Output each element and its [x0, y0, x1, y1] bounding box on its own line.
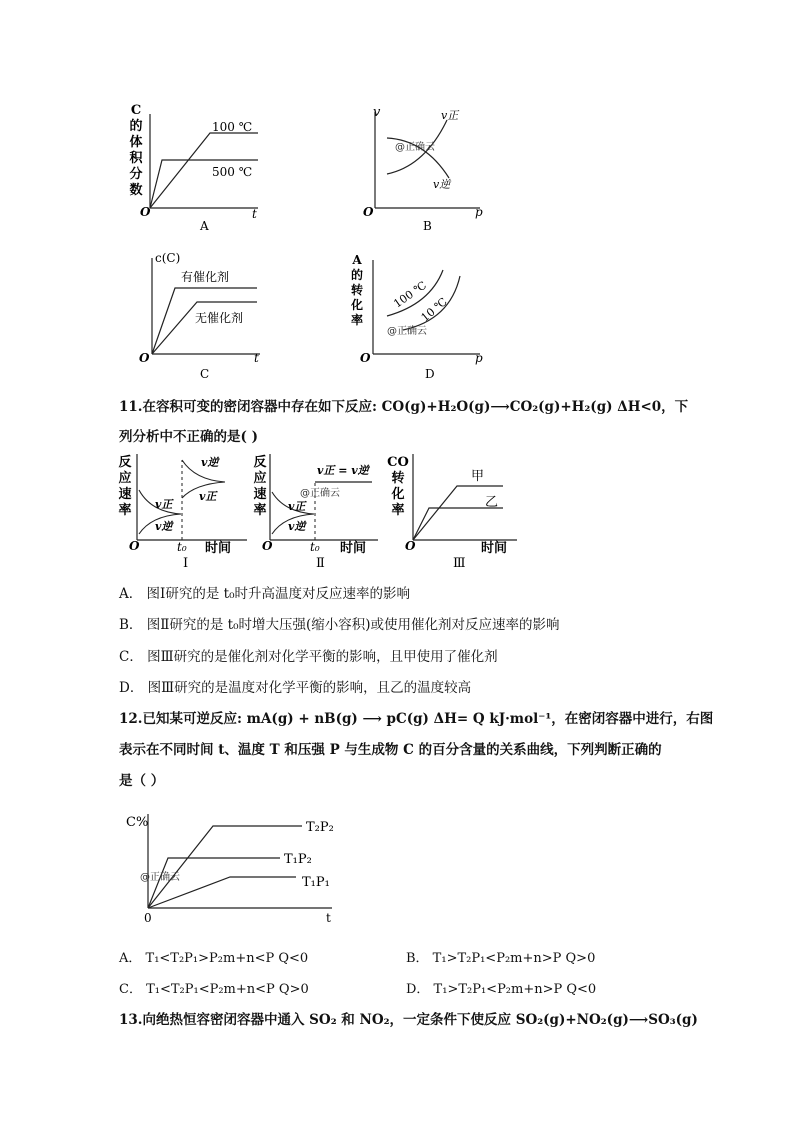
graph-a-curve-100-label: 100 ℃ — [212, 120, 253, 134]
graph-b-caption: B — [423, 219, 432, 233]
q12-t2p2-label: T₂P₂ — [306, 820, 334, 835]
graph-a-caption: A — [200, 219, 209, 233]
q12-option-d: D． T₁>T₂P₁<P₂m+n>P Q<0 — [406, 982, 597, 997]
graph-c-catalyst-label: 有催化剂 — [181, 270, 230, 284]
q11-g1-roman: Ⅰ — [183, 556, 189, 571]
graph-b-origin: O — [363, 205, 374, 219]
q11-g2-rev-label: v逆 — [288, 520, 306, 533]
q11-g1-fwd-label: v正 — [155, 498, 173, 511]
graph-d-caption: D — [425, 367, 435, 381]
q11-g2-watermark: @正确云 — [300, 488, 340, 499]
q11-g2-xlabel: 时间 — [340, 541, 367, 556]
graph-d-curve-100-label: 100 ℃ — [391, 278, 429, 311]
q11-g1-rev-label: v逆 — [155, 520, 173, 533]
q11-graph-2 — [250, 450, 385, 575]
graph-d-ylabel-char: 的 — [350, 268, 364, 282]
q12-option-c: C． T₁<T₂P₁<P₂m+n<P Q>0 — [119, 982, 309, 997]
graph-b-forward-label: v正 — [441, 109, 459, 122]
graph-a — [120, 100, 270, 235]
graph-a-ylabel-char: 体 — [129, 135, 143, 150]
q11-g1-rev-top-label: v逆 — [201, 456, 219, 469]
graph-d-ylabel-char: 化 — [350, 298, 364, 312]
q12-option-a: A． T₁<T₂P₁>P₂m+n<P Q<0 — [119, 951, 309, 966]
graph-c-xlabel: t — [254, 351, 259, 365]
q12-graph — [120, 810, 360, 928]
q11-graph-3 — [385, 450, 525, 575]
q11-g1-xlabel: 时间 — [205, 541, 232, 556]
q11-g2-roman: Ⅱ — [316, 556, 325, 571]
graph-d-ylabel — [350, 253, 363, 327]
q12-stem-line3: 是（ ） — [119, 773, 165, 789]
q12-watermark: @正确云 — [140, 872, 180, 883]
q12-ylabel: C% — [126, 815, 149, 830]
q11-option-b: B． 图Ⅱ研究的是 t₀时增大压强(缩小容积)或使用催化剂对反应速率的影响 — [119, 617, 560, 633]
graph-c-caption: C — [200, 367, 210, 381]
q11-g2-ylabel-char: 率 — [253, 503, 267, 518]
q11-g2-fwd-label: v正 — [288, 500, 306, 513]
graph-b — [355, 100, 495, 235]
q12-origin: 0 — [144, 911, 152, 925]
q12-curve-t2p2 — [148, 826, 302, 908]
graph-a-curve-500-label: 500 ℃ — [212, 165, 253, 179]
graph-d-ylabel-char: 率 — [350, 313, 364, 327]
q12-t1p1-label: T₁P₁ — [302, 875, 330, 890]
graph-a-ylabel — [129, 103, 143, 198]
q11-option-a: A． 图Ⅰ研究的是 t₀时升高温度对反应速率的影响 — [119, 586, 411, 602]
q12-stem-line1: 12.已知某可逆反应: mA(g) + nB(g) ⟶ pC(g) ΔH= Q kJ·mol⁻¹，在密闭容器中进行，右图 — [119, 711, 714, 727]
graph-a-ylabel-char: 数 — [129, 183, 143, 198]
graph-a-ylabel-char: C — [130, 103, 142, 118]
graph-d-xlabel: p — [475, 351, 483, 365]
q11-g2-ylabel-char: 速 — [253, 487, 267, 502]
q11-g2-ylabel-char: 反 — [253, 455, 267, 470]
q11-g2-origin: O — [262, 539, 273, 553]
graph-a-origin: O — [140, 205, 151, 219]
graph-a-xlabel: t — [252, 207, 257, 221]
q11-stem-line2: 列分析中不正确的是( ) — [119, 429, 258, 445]
graph-d-ylabel-char: A — [352, 253, 362, 267]
q12-xlabel: t — [326, 911, 331, 925]
graph-b-ylabel: v — [373, 105, 381, 120]
q11-graph-1 — [115, 450, 250, 575]
graph-b-reverse-label: v逆 — [433, 178, 451, 191]
q11-g3-jia-label: 甲 — [471, 469, 485, 484]
q12-t1p2-label: T₁P₂ — [284, 852, 312, 867]
q12-option-b: B． T₁>T₂P₁<P₂m+n>P Q>0 — [406, 951, 596, 966]
graph-b-xlabel: p — [475, 205, 483, 219]
q11-option-d: D． 图Ⅲ研究的是温度对化学平衡的影响，且乙的温度较高 — [119, 680, 472, 696]
q11-g3-ylabel-char: CO — [387, 455, 409, 470]
q11-g2-ylabel-char: 应 — [253, 471, 267, 486]
q13-stem-line1: 13.向绝热恒容密闭容器中通入 SO₂ 和 NO₂，一定条件下使反应 SO₂(g)+NO₂(g)⟶SO₃(g) — [119, 1012, 698, 1028]
q11-g3-yi-label: 乙 — [485, 495, 499, 510]
q11-g1-ylabel-char: 率 — [118, 503, 132, 518]
graph-a-ylabel-char: 分 — [129, 167, 143, 182]
graph-d-ylabel-char: 转 — [350, 283, 364, 297]
graph-c — [135, 250, 275, 385]
q11-g1-t0: t₀ — [177, 540, 187, 554]
q11-g1-ylabel-char: 反 — [118, 455, 132, 470]
graph-b-watermark: @正确云 — [395, 142, 435, 153]
q11-g2-equal-label: v正 = v逆 — [317, 464, 369, 477]
q11-g1-origin: O — [129, 539, 140, 553]
graph-c-ylabel: c(C) — [155, 251, 181, 265]
q12-stem-line2: 表示在不同时间 t、温度 T 和压强 P 与生成物 C 的百分含量的关系曲线，下列判断正确的 — [119, 742, 662, 758]
graph-a-ylabel-char: 积 — [129, 151, 143, 166]
graph-d-origin: O — [360, 351, 371, 365]
q11-g3-xlabel: 时间 — [481, 541, 508, 556]
q11-g3-origin: O — [405, 539, 416, 553]
graph-d-watermark: @正确云 — [387, 326, 427, 337]
q11-g1-ylabel-char: 速 — [118, 487, 132, 502]
graph-d-curve-10-label: 10 ℃ — [418, 295, 450, 325]
q11-g3-ylabel-char: 转 — [391, 471, 405, 486]
q11-option-c: C． 图Ⅲ研究的是催化剂对化学平衡的影响，且甲使用了催化剂 — [119, 649, 498, 665]
q11-g3-ylabel-char: 率 — [391, 503, 405, 518]
graph-d — [345, 250, 495, 385]
graph-a-ylabel-char: 的 — [129, 119, 143, 134]
q11-g1-fwd-top-label: v正 — [199, 490, 217, 503]
q11-g3-ylabel-char: 化 — [391, 487, 405, 502]
graph-c-no-catalyst-label: 无催化剂 — [195, 311, 244, 325]
q11-g2-t0: t₀ — [310, 540, 320, 554]
q11-g3-roman: Ⅲ — [453, 556, 466, 571]
graph-c-origin: O — [139, 351, 150, 365]
q11-g1-ylabel-char: 应 — [118, 471, 132, 486]
q11-stem-line1: 11.在容积可变的密闭容器中存在如下反应: CO(g)+H₂O(g)⟶CO₂(g)+H₂(g) ΔH<0，下 — [119, 399, 689, 415]
